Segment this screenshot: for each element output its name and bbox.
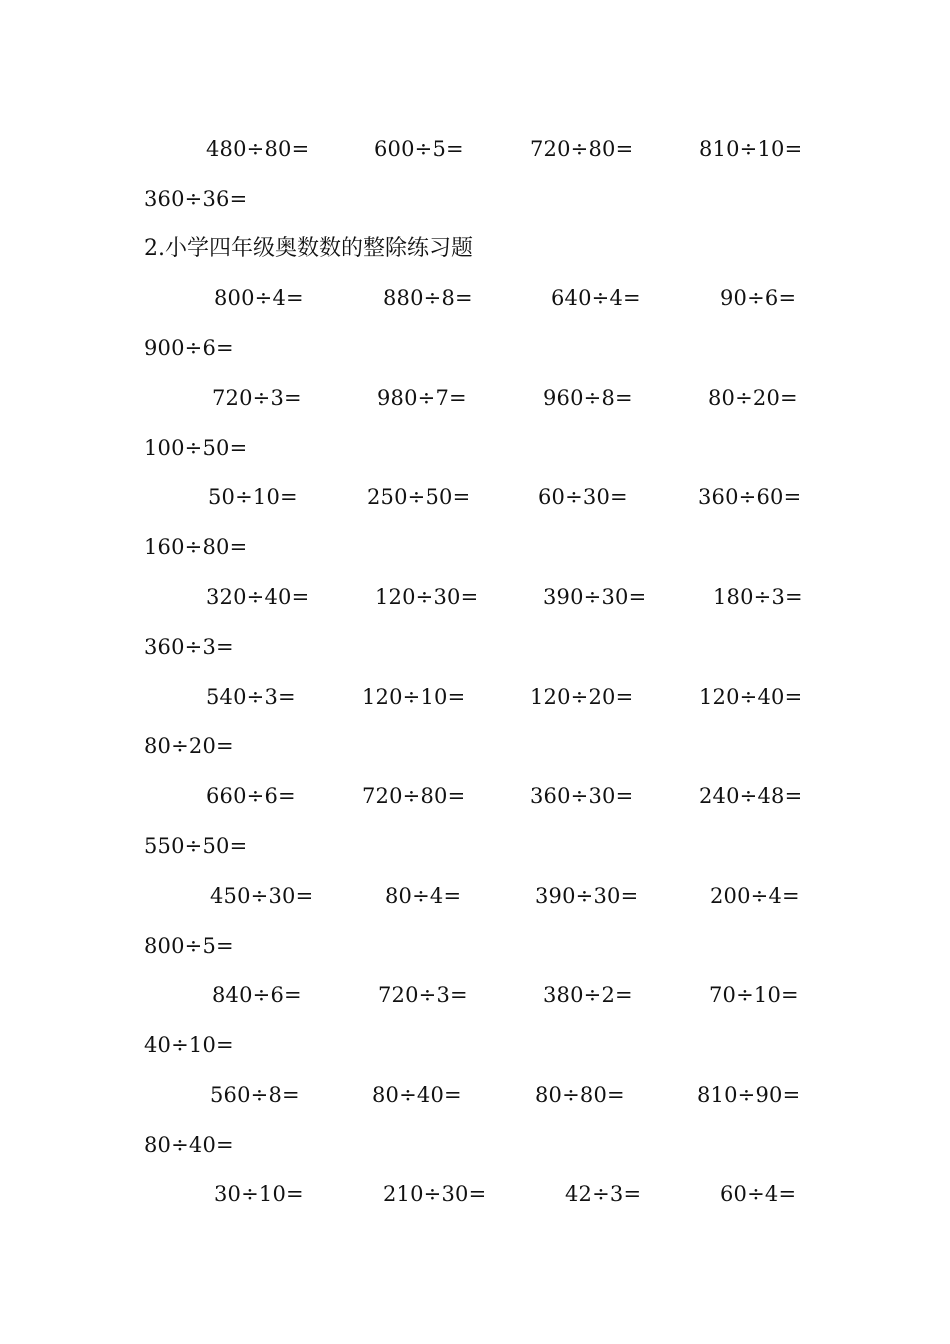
division-problem: 550÷50= xyxy=(144,834,248,858)
division-problem: 560÷8= xyxy=(210,1083,300,1107)
division-problem: 250÷50= xyxy=(367,485,471,509)
section-title: 2.小学四年级奥数数的整除练习题 xyxy=(144,236,473,261)
problem-row xyxy=(0,129,950,169)
division-problem: 42÷3= xyxy=(565,1182,642,1206)
division-problem: 80÷4= xyxy=(385,884,462,908)
problem-row xyxy=(0,776,950,816)
problem-row xyxy=(0,378,950,418)
division-problem: 540÷3= xyxy=(206,685,296,709)
division-problem: 120÷10= xyxy=(362,685,466,709)
division-problem: 360÷30= xyxy=(530,784,634,808)
division-problem: 120÷40= xyxy=(699,685,803,709)
problem-row xyxy=(0,826,950,866)
division-problem: 120÷20= xyxy=(530,685,634,709)
division-problem: 90÷6= xyxy=(720,286,797,310)
problem-row xyxy=(0,1075,950,1115)
problem-row xyxy=(0,1025,950,1065)
division-problem: 720÷80= xyxy=(530,137,634,161)
division-problem: 880÷8= xyxy=(383,286,473,310)
problem-row xyxy=(0,527,950,567)
division-problem: 80÷40= xyxy=(372,1083,462,1107)
division-problem: 360÷60= xyxy=(698,485,802,509)
division-problem: 660÷6= xyxy=(206,784,296,808)
division-problem: 60÷30= xyxy=(538,485,628,509)
division-problem: 480÷80= xyxy=(206,137,310,161)
division-problem: 960÷8= xyxy=(543,386,633,410)
problem-row xyxy=(0,876,950,916)
division-problem: 80÷20= xyxy=(144,734,234,758)
division-problem: 80÷80= xyxy=(535,1083,625,1107)
division-problem: 40÷10= xyxy=(144,1033,234,1057)
division-problem: 50÷10= xyxy=(208,485,298,509)
problem-row xyxy=(0,328,950,368)
division-problem: 80÷40= xyxy=(144,1133,234,1157)
division-problem: 810÷90= xyxy=(697,1083,801,1107)
problem-row xyxy=(0,1125,950,1165)
division-problem: 30÷10= xyxy=(214,1182,304,1206)
division-problem: 720÷3= xyxy=(378,983,468,1007)
division-problem: 390÷30= xyxy=(535,884,639,908)
problem-row xyxy=(0,278,950,318)
division-problem: 240÷48= xyxy=(699,784,803,808)
division-problem: 600÷5= xyxy=(374,137,464,161)
division-problem: 120÷30= xyxy=(375,585,479,609)
division-problem: 800÷4= xyxy=(214,286,304,310)
division-problem: 720÷80= xyxy=(362,784,466,808)
division-problem: 60÷4= xyxy=(720,1182,797,1206)
division-problem: 160÷80= xyxy=(144,535,248,559)
division-problem: 980÷7= xyxy=(377,386,467,410)
division-problem: 100÷50= xyxy=(144,436,248,460)
division-problem: 320÷40= xyxy=(206,585,310,609)
problem-row xyxy=(0,179,950,219)
division-problem: 200÷4= xyxy=(710,884,800,908)
problem-row xyxy=(0,926,950,966)
problem-row xyxy=(0,1174,950,1214)
division-problem: 840÷6= xyxy=(212,983,302,1007)
division-problem: 360÷36= xyxy=(144,187,248,211)
division-problem: 70÷10= xyxy=(709,983,799,1007)
division-problem: 800÷5= xyxy=(144,934,234,958)
division-problem: 180÷3= xyxy=(713,585,803,609)
division-problem: 360÷3= xyxy=(144,635,234,659)
division-problem: 900÷6= xyxy=(144,336,234,360)
division-problem: 380÷2= xyxy=(543,983,633,1007)
division-problem: 210÷30= xyxy=(383,1182,487,1206)
problem-row xyxy=(0,975,950,1015)
problem-row xyxy=(0,577,950,617)
problem-row xyxy=(0,477,950,517)
problem-row xyxy=(0,627,950,667)
division-problem: 390÷30= xyxy=(543,585,647,609)
division-problem: 640÷4= xyxy=(551,286,641,310)
problem-row xyxy=(0,428,950,468)
division-problem: 80÷20= xyxy=(708,386,798,410)
problem-row xyxy=(0,726,950,766)
division-problem: 720÷3= xyxy=(212,386,302,410)
problem-row xyxy=(0,677,950,717)
division-problem: 810÷10= xyxy=(699,137,803,161)
division-problem: 450÷30= xyxy=(210,884,314,908)
